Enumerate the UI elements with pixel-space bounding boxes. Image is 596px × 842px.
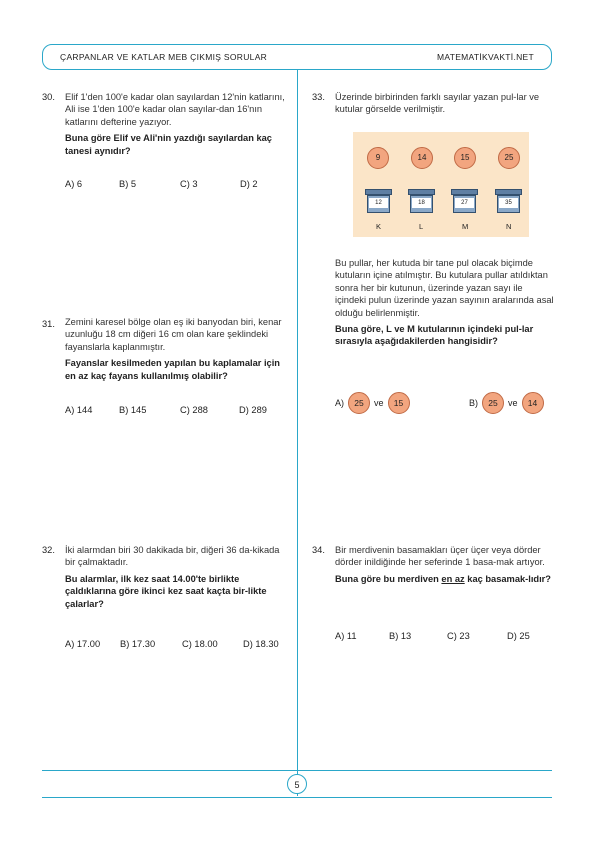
q32-option-c[interactable]: C) 18.00 <box>182 639 218 649</box>
q31-option-a[interactable]: A) 144 <box>65 405 93 415</box>
q30-option-d[interactable]: D) 2 <box>240 179 258 189</box>
q32-option-a[interactable]: A) 17.00 <box>65 639 101 649</box>
q33-question: Buna göre, L ve M kutularının içindeki pul-lar sırasıyla aşağıdakilerden hangisidir? <box>335 324 534 347</box>
q34-question-pre: Buna göre bu merdiven <box>335 573 442 584</box>
q30-option-a[interactable]: A) 6 <box>65 179 83 189</box>
box-k-letter: K <box>376 222 382 231</box>
q33-block <box>335 257 555 348</box>
q32-options <box>65 639 279 649</box>
q33-option-b-pul2: 14 <box>522 392 544 414</box>
box-k-value: 12 <box>369 198 388 208</box>
footer-line-top <box>42 770 552 771</box>
box-k <box>365 189 392 213</box>
box-m-letter: M <box>462 222 469 231</box>
q32-block <box>65 544 287 610</box>
pul-4: 25 <box>498 147 520 169</box>
q33-text: Üzerinde birbirinden farklı sayılar yazan pul-lar ve kutular görselde verilmiştir. <box>335 92 540 115</box>
q30-block <box>65 91 287 157</box>
q33-option-a-ve: ve <box>374 398 384 408</box>
q32-option-b[interactable]: B) 17.30 <box>120 639 156 649</box>
q31-option-c[interactable]: C) 288 <box>180 405 208 415</box>
q33-text2: Bu pullar, her kutuda bir tane pul olacak biçimde kutuların içine atılmıştır. Bu kutulara pullar atıldıktan sonra her bir kutunun, üzerinde yazan sayı ile içindeki pulun üzerinde yazan sayının aralarında asal olduğu belirlenmiştir. <box>335 258 554 318</box>
box-n-letter: N <box>506 222 512 231</box>
box-m <box>451 189 478 213</box>
box-n-value: 35 <box>499 198 518 208</box>
pul-2: 14 <box>411 147 433 169</box>
q34-options <box>335 631 530 641</box>
q33-option-b[interactable] <box>469 392 544 414</box>
q34-option-c[interactable]: C) 23 <box>447 631 470 641</box>
q33-option-a-label: A) <box>335 398 344 408</box>
box-l-letter: L <box>419 222 424 231</box>
q33-option-b-ve: ve <box>508 398 518 408</box>
q33-option-a-pul1: 25 <box>348 392 370 414</box>
q34-question <box>335 573 555 585</box>
q30-question: Buna göre Elif ve Ali'nin yazdığı sayılardan kaç tanesi aynıdır? <box>65 133 272 156</box>
q31-block <box>65 316 287 382</box>
box-n <box>495 189 522 213</box>
column-divider <box>297 70 298 796</box>
q34-question-post: kaç basamak-lıdır? <box>464 573 551 584</box>
q30-option-c[interactable]: C) 3 <box>180 179 198 189</box>
q33-option-a[interactable] <box>335 392 410 414</box>
q34-option-b[interactable]: B) 13 <box>389 631 412 641</box>
box-m-value: 27 <box>455 198 474 208</box>
q30-options <box>65 179 258 189</box>
q34-option-d[interactable]: D) 25 <box>507 631 530 641</box>
page-number: 5 <box>287 774 307 794</box>
q33-figure <box>353 132 529 237</box>
pul-3: 15 <box>454 147 476 169</box>
q30-option-b[interactable]: B) 5 <box>119 179 137 189</box>
q33-option-b-label: B) <box>469 398 478 408</box>
q34-option-a[interactable]: A) 11 <box>335 631 357 641</box>
q34-number: 34. <box>312 545 325 555</box>
q31-text: Zemini karesel bölge olan eş iki banyodan biri, kenar uzunluğu 18 cm diğeri 16 cm olan kare şeklindeki fayanslarla kaplanmıştır. <box>65 317 282 352</box>
q31-options <box>65 405 267 415</box>
q34-text: Bir merdivenin basamakları üçer üçer veya dörder dörder inildiğinde her seferinde 1 basa-mak artıyor. <box>335 545 545 568</box>
q32-text: İki alarmdan biri 30 dakikada bir, diğeri 36 da-kikada bir çalmaktadır. <box>65 545 280 568</box>
box-l-value: 18 <box>412 198 431 208</box>
header-site: MATEMATİKVAKTİ.NET <box>436 52 534 62</box>
q32-question: Bu alarmlar, ilk kez saat 14.00'te birlikte çaldıklarına göre ikinci kez saat kaçta bir-likte çalarlar? <box>65 573 267 609</box>
box-l <box>408 189 435 213</box>
q33-intro <box>335 91 555 116</box>
pul-1: 9 <box>367 147 389 169</box>
q31-option-b[interactable]: B) 145 <box>119 405 147 415</box>
q33-option-b-pul1: 25 <box>482 392 504 414</box>
q30-number: 30. <box>42 92 55 102</box>
q32-number: 32. <box>42 545 55 555</box>
q33-number: 33. <box>312 92 325 102</box>
q31-option-d[interactable]: D) 289 <box>239 405 267 415</box>
header-title: ÇARPANLAR VE KATLAR MEB ÇIKMIŞ SORULAR <box>60 52 268 62</box>
q33-option-a-pul2: 15 <box>388 392 410 414</box>
footer-line-bottom <box>42 797 552 798</box>
q31-question: Fayanslar kesilmeden yapılan bu kaplamalar için en az kaç fayans kullanılmış olabilir? <box>65 358 280 381</box>
q34-block <box>335 544 555 585</box>
q30-text: Elif 1'den 100'e kadar olan sayılardan 12'nin katlarını, Ali ise 1'den 100'e kadar olan sayılar-dan 16'nın katlarını defterine yazıyor. <box>65 92 285 127</box>
q34-question-underlined: en az <box>441 573 465 584</box>
q32-option-d[interactable]: D) 18.30 <box>243 639 279 649</box>
q31-number: 31. <box>42 319 55 329</box>
